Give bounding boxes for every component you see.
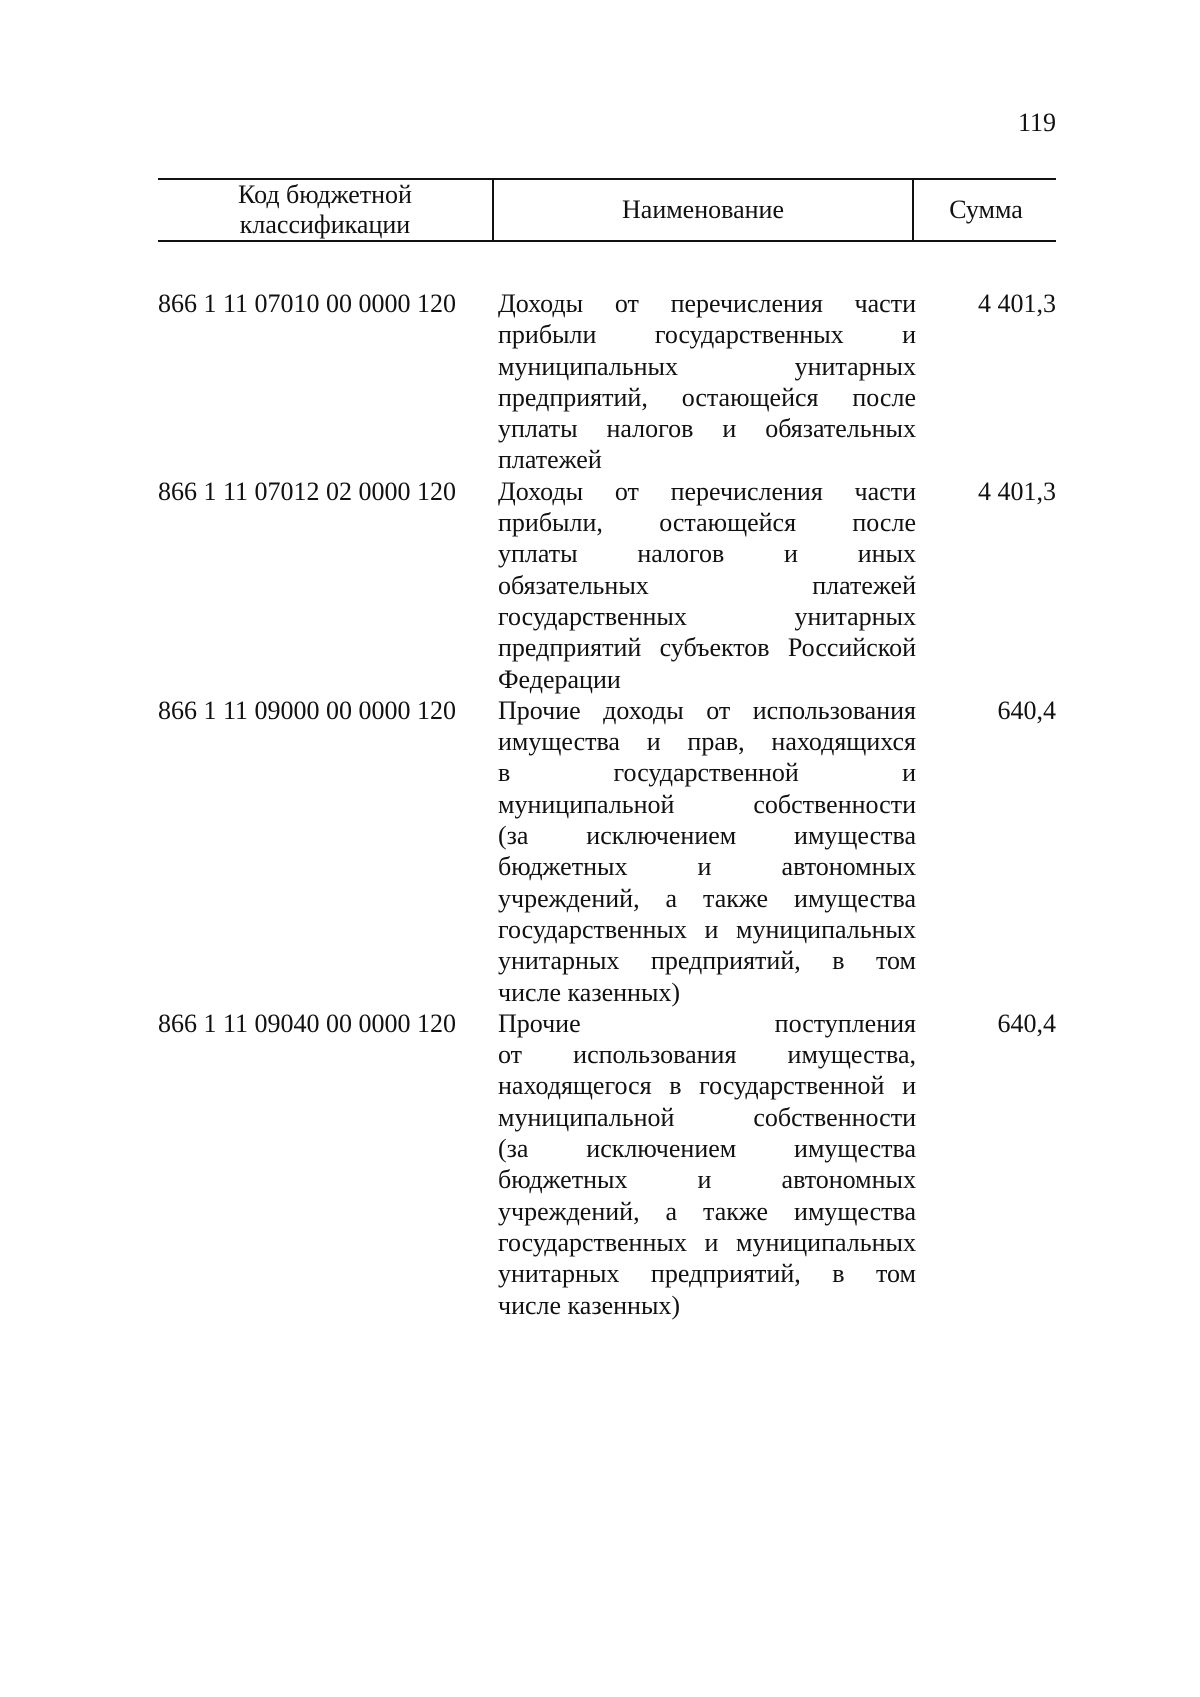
table-row (158, 1008, 1056, 1321)
row-name-line: обязательных платежей (498, 570, 916, 600)
row-code: 866 1 11 07012 02 0000 120 (158, 476, 457, 506)
row-name (498, 695, 916, 1008)
row-name-line: числе казенных) (498, 977, 681, 1007)
row-name (498, 288, 916, 476)
row-name-line: учреждений, а также имущества (498, 1196, 916, 1226)
row-name-line: числе казенных) (498, 1290, 681, 1320)
row-name-line: Федерации (498, 664, 621, 694)
row-name-line: государственных и муниципальных (498, 1227, 916, 1257)
row-sum: 4 401,3 (978, 476, 1056, 506)
row-name-line: прибыли, остающейся после (498, 508, 916, 538)
row-code: 866 1 11 09000 00 0000 120 (158, 695, 457, 725)
table-body (158, 288, 1056, 1321)
header-sum: Сумма (912, 180, 1058, 240)
row-sum: 640,4 (997, 1008, 1056, 1038)
header-name: Наименование (492, 180, 912, 240)
row-name (498, 1008, 916, 1321)
row-name-line: (за исключением имущества (498, 1134, 916, 1164)
row-name-line: уплаты налогов и обязательных (498, 414, 916, 444)
table-row (158, 476, 1056, 695)
row-name-line: Прочие доходы от использования (498, 695, 916, 725)
row-name-line: муниципальных унитарных (498, 351, 916, 381)
row-sum: 4 401,3 (978, 289, 1056, 318)
header-code: Код бюджетной классификации (238, 180, 412, 239)
row-name-line: находящегося в государственной и (498, 1071, 916, 1101)
row-name-line: предприятий, остающейся после (498, 382, 916, 412)
row-name-line: в государственной и (498, 758, 916, 788)
row-name-line: предприятий субъектов Российской (498, 633, 916, 663)
row-name-line: муниципальной собственности (498, 1102, 916, 1132)
table-header (158, 178, 1056, 242)
row-name-line: государственных и муниципальных (498, 914, 916, 944)
row-name-line: унитарных предприятий, в том (498, 946, 916, 976)
row-name-line: уплаты налогов и иных (498, 539, 916, 569)
row-name-line: муниципальной собственности (498, 789, 916, 819)
row-name-line: Доходы от перечисления части (498, 289, 916, 318)
row-name-line: государственных унитарных (498, 601, 916, 631)
row-name-line: от использования имущества, (498, 1040, 916, 1070)
page-number: 119 (1017, 108, 1056, 137)
row-code: 866 1 11 07010 00 0000 120 (158, 289, 457, 318)
row-name-line: прибыли государственных и (498, 320, 916, 350)
row-name-line: унитарных предприятий, в том (498, 1259, 916, 1289)
row-name (498, 476, 916, 695)
row-name-line: Прочие поступления (498, 1008, 916, 1038)
row-name-line: Доходы от перечисления части (498, 476, 916, 506)
row-name-line: бюджетных и автономных (498, 852, 916, 882)
row-name-line: (за исключением имущества (498, 821, 916, 851)
row-name-line: имущества и прав, находящихся (498, 727, 916, 757)
row-name-line: платежей (498, 445, 602, 475)
table-row (158, 288, 1056, 476)
row-name-line: бюджетных и автономных (498, 1165, 916, 1195)
row-code: 866 1 11 09040 00 0000 120 (158, 1008, 457, 1038)
row-sum: 640,4 (997, 695, 1056, 725)
table-row (158, 695, 1056, 1008)
row-name-line: учреждений, а также имущества (498, 883, 916, 913)
